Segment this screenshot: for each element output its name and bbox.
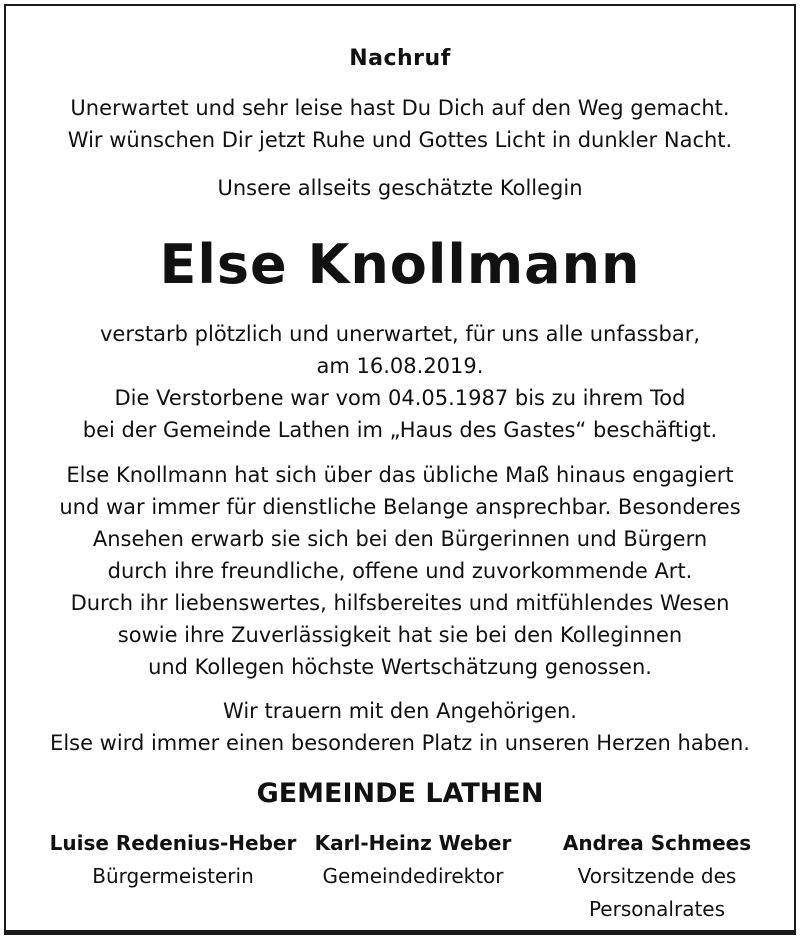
notice-heading: Nachruf (349, 46, 451, 71)
signatory-director (283, 827, 543, 893)
death-notice-line: Die Verstorbene war vom 04.05.1987 bis zu ihrem Tod (114, 386, 686, 410)
mourning-line: Else wird immer einen besonderen Platz in unseren Herzen haben. (50, 731, 750, 755)
obituary-notice (4, 4, 796, 935)
tribute-line: Ansehen erwarb sie sich bei den Bürgerinnen und Bürgern (92, 527, 708, 551)
signatory-role: Bürgermeisterin (92, 864, 254, 888)
death-notice-line: verstarb plötzlich und unerwartet, für uns alle unfassbar, (100, 322, 700, 346)
death-notice-line: bei der Gemeinde Lathen im „Haus des Gastes“ beschäftigt. (82, 418, 718, 442)
signatory-role: Vorsitzende des Personalrates (577, 864, 737, 921)
tribute-line: sowie ihre Zuverlässigkeit hat sie bei den Kolleginnen (117, 623, 683, 647)
intro-line: Unsere allseits geschätzte Kollegin (217, 176, 583, 200)
signatory-name: Karl-Heinz Weber (314, 831, 512, 855)
tribute-paragraph (6, 459, 794, 683)
verse-line: Unerwartet und sehr leise hast Du Dich auf den Weg gemacht. (70, 96, 730, 120)
opening-verse (6, 92, 794, 156)
signatory-staff-council (527, 827, 787, 926)
tribute-line: Durch ihr liebenswertes, hilfsbereites und mitfühlendes Wesen (70, 591, 730, 615)
deceased-name: Else Knollmann (159, 233, 641, 296)
death-notice-line: am 16.08.2019. (316, 354, 484, 378)
tribute-line: und Kollegen höchste Wertschätzung genossen. (148, 655, 652, 679)
signatory-mayor (43, 827, 303, 893)
mourning-line: Wir trauern mit den Angehörigen. (223, 699, 577, 723)
death-notice (6, 318, 794, 446)
organization-name: GEMEINDE LATHEN (256, 778, 544, 809)
signatory-name: Andrea Schmees (562, 831, 752, 855)
tribute-line: durch ihre freundliche, offene und zuvorkommende Art. (107, 559, 693, 583)
signatory-role: Gemeindedirektor (322, 864, 504, 888)
verse-line: Wir wünschen Dir jetzt Ruhe und Gottes Licht in dunkler Nacht. (67, 128, 733, 152)
tribute-line: Else Knollmann hat sich über das übliche Maß hinaus engagiert (66, 463, 734, 487)
signatory-name: Luise Redenius-Heber (49, 831, 297, 855)
tribute-line: und war immer für dienstliche Belange ansprechbar. Besonderes (59, 495, 741, 519)
mourning-paragraph (6, 695, 794, 759)
